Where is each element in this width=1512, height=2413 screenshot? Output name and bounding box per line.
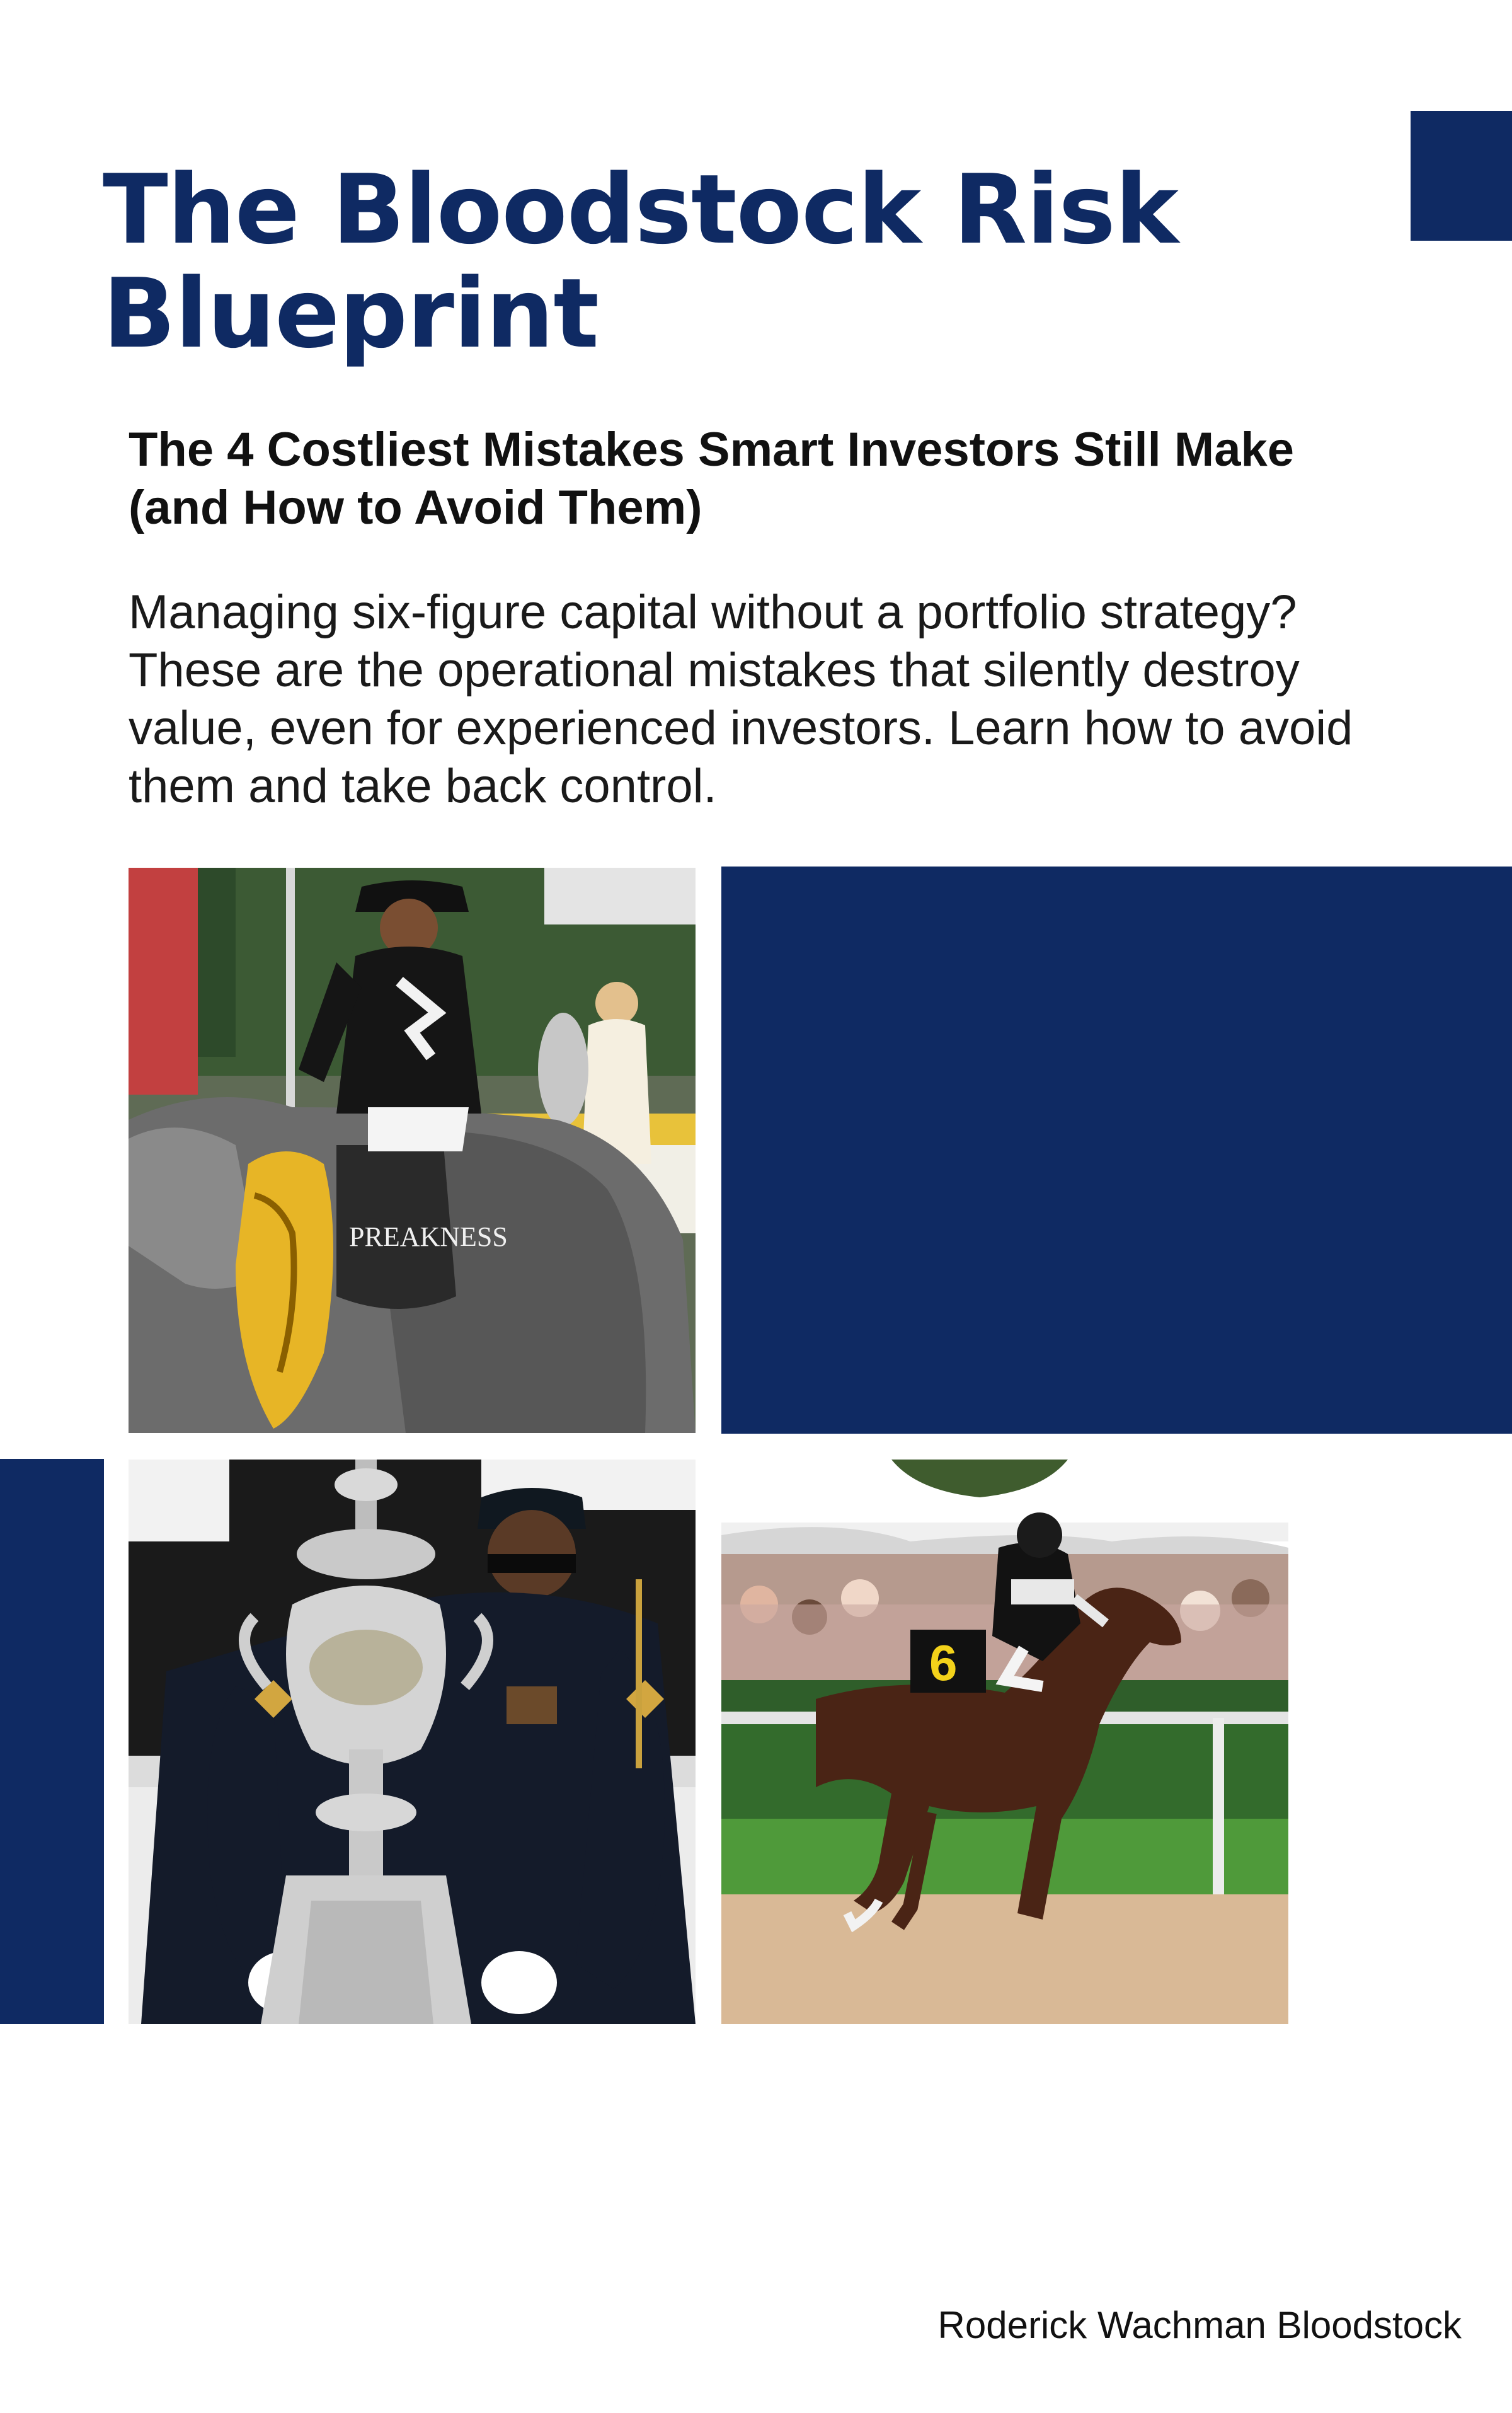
left-edge-accent-bar	[0, 1459, 104, 2024]
svg-text:PREAKNESS: PREAKNESS	[349, 1221, 508, 1252]
intro-paragraph: Managing six-figure capital without a portfolio strategy? These are the operational mistakes that silently destroy value, even for experienced investors. Learn how to avoid them and take back control.	[129, 585, 1353, 813]
corner-accent-block	[1411, 111, 1512, 241]
author-footer: Roderick Wachman Bloodstock	[937, 2304, 1462, 2346]
trophy-presentation-photo	[129, 1460, 696, 2024]
large-navy-panel	[721, 867, 1512, 1434]
page-subtitle: The 4 Costliest Mistakes Smart Investors Still Make (and How to Avoid Them)	[129, 423, 1295, 534]
racehorse-galloping-photo	[721, 1460, 1288, 2024]
page-title: The Bloodstock Risk Blueprint	[103, 154, 1178, 369]
jockey-on-grey-horse-photo	[129, 868, 696, 1433]
svg-text:6: 6	[929, 1635, 958, 1691]
